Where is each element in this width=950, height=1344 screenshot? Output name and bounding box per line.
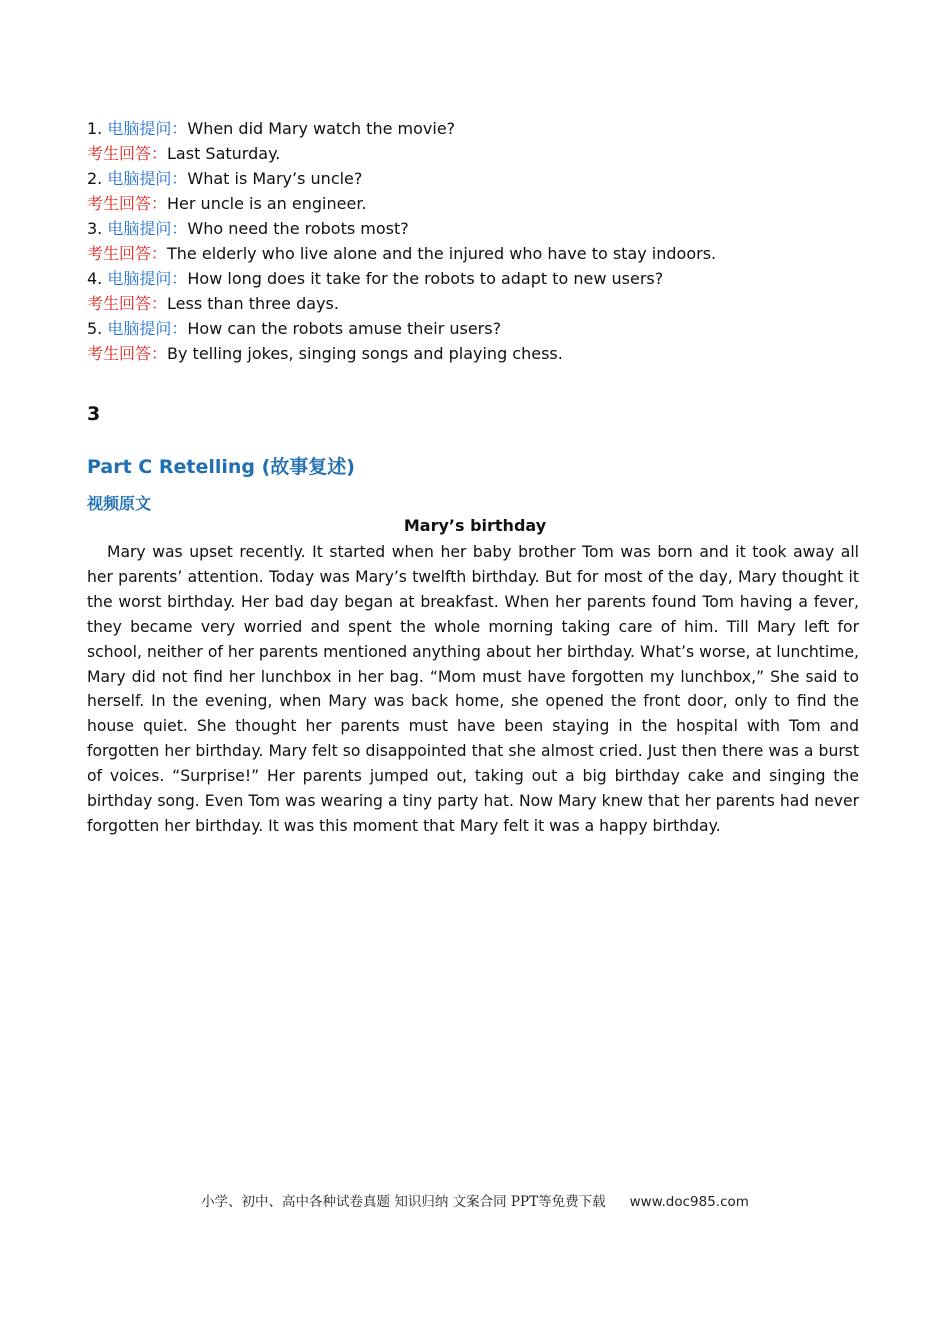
answer-label: 考生回答： [87,294,168,313]
footer-site: www.doc985.com [629,1194,749,1210]
question-line-1 [87,116,867,141]
footer [0,1190,950,1210]
question-label: 电脑提问： [107,219,188,238]
question-label: 电脑提问： [107,119,188,138]
footer-text: 小学、初中、高中各种试卷真题 知识归纳 文案合同 PPT等免费下载 [201,1194,606,1210]
answer-text: By telling jokes, singing songs and playing chess. [167,344,563,363]
answer-line-1 [87,141,867,166]
story-paragraph: Mary was upset recently. It started when her baby brother Tom was born and it took away all her parents’ attention. Today was Mary’s twelfth birthday. But for most of the day, Mary thought it the worst birthday. Her bad day began at breakfast. When her parents found Tom having a fever, they became very worried and spent the whole morning taking care of him. Till Mary left for school, neither of her parents mentioned anything about her birthday. What’s worse, at lunchtime, Mary did not find her lunchbox in her bag. “Mom must have forgotten my lunchbox,” She said to herself. In the evening, when Mary was back home, she opened the front door, only to find the house quiet. She thought her parents must have been staying in the hospital with Tom and forgotten her birthday. Mary felt so disappointed that she almost cried. Just then there was a burst of voices. “Surprise!” Her parents jumped out, taking out a big birthday cake and singing the birthday song. Even Tom was wearing a tiny party hat. Now Mary knew that her parents had never forgotten her birthday. It was this moment that Mary felt it was a happy birthday. [87,543,859,835]
question-line-4 [87,266,867,291]
question-line-3 [87,216,867,241]
question-line-2 [87,166,867,191]
question-label: 电脑提问： [107,169,188,188]
answer-line-2 [87,191,867,216]
question-number: 4. [87,269,103,288]
question-text: How can the robots amuse their users? [187,319,502,338]
section-number: 3 [87,403,101,425]
question-number: 3. [87,219,103,238]
question-text: Who need the robots most? [187,219,409,238]
answer-line-4 [87,291,867,316]
question-line-5 [87,316,867,341]
answer-line-3 [87,241,867,266]
part-title: Part C Retelling (故事复述) [87,456,355,478]
qa-list [87,116,867,366]
question-number: 5. [87,319,103,338]
answer-label: 考生回答： [87,244,168,263]
question-text: What is Mary’s uncle? [187,169,363,188]
answer-label: 考生回答： [87,344,168,363]
question-text: When did Mary watch the movie? [187,119,456,138]
answer-text: Her uncle is an engineer. [167,194,367,213]
question-number: 1. [87,119,103,138]
question-text: How long does it take for the robots to adapt to new users? [187,269,664,288]
subtitle: 视频原文 [87,494,152,513]
story-title: Mary’s birthday [403,516,547,535]
answer-text: The elderly who live alone and the injured who have to stay indoors. [167,244,717,263]
question-label: 电脑提问： [107,319,188,338]
answer-label: 考生回答： [87,144,168,163]
answer-line-5 [87,341,867,366]
answer-label: 考生回答： [87,194,168,213]
question-label: 电脑提问： [107,269,188,288]
question-number: 2. [87,169,103,188]
answer-text: Last Saturday. [167,144,281,163]
answer-text: Less than three days. [167,294,339,313]
